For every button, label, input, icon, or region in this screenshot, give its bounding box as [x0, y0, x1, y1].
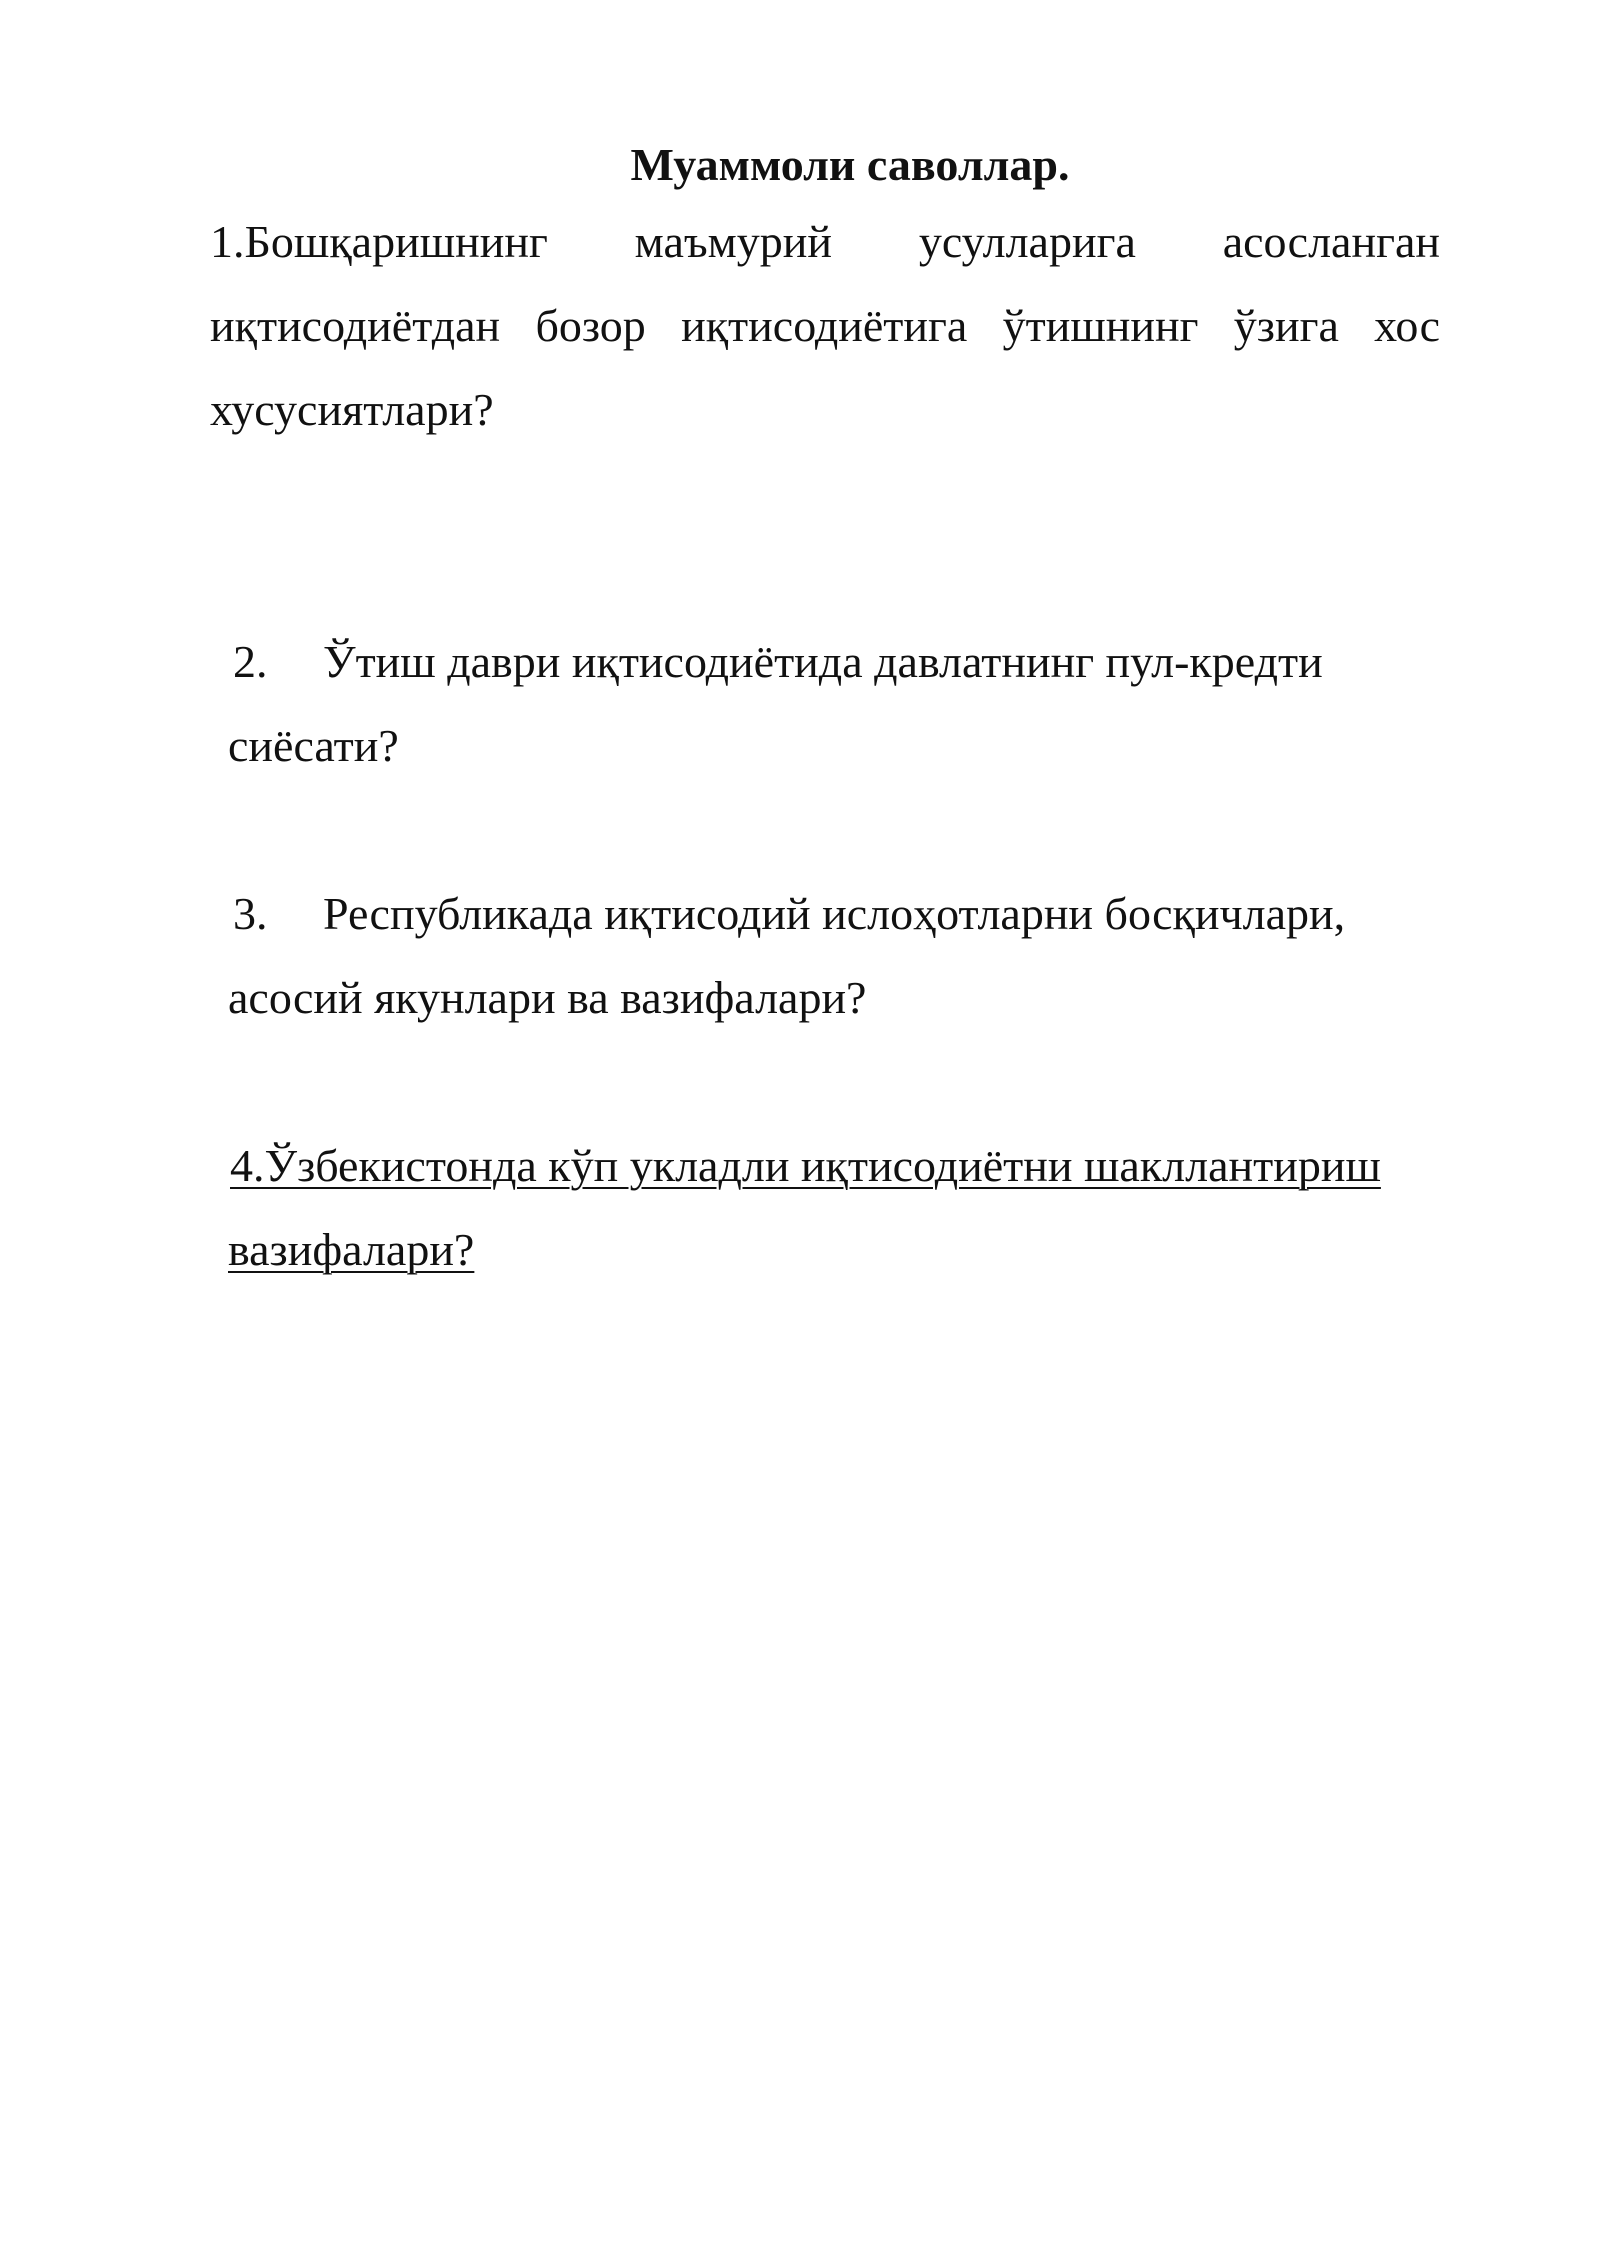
question-1-line-3: хусусиятлари? [210, 384, 494, 435]
page-title: Муаммоли саволлар. [630, 139, 1070, 190]
question-3-line-1: Республикада иқтисодий ислоҳотларни босқичлари, [323, 888, 1346, 939]
question-2-number: 2. [233, 636, 268, 687]
question-4 [230, 1124, 1470, 1292]
question-3-line-2: асосий якунлари ва вазифалари? [228, 972, 867, 1023]
question-1-line-2: иқтисодиётдан бозор иқтисодиётига ўтишнинг ўзига хос [210, 300, 1440, 351]
question-1 [210, 200, 1440, 452]
question-1-line-1: 1.Бошқаришнинг маъмурий усулларига асосланган [210, 216, 1440, 267]
question-4-line-2: вазифалари? [228, 1224, 475, 1275]
question-3 [228, 872, 1408, 1040]
question-3-number: 3. [233, 888, 268, 939]
question-4-line-1: 4.Ўзбекистонда кўп укладли иқтисодиётни шакллантириш [230, 1140, 1381, 1191]
question-2-line-2: сиёсати? [228, 720, 399, 771]
question-2-line-1: Ўтиш даври иқтисодиётида давлатнинг пул-кредти [323, 636, 1323, 687]
question-2 [228, 620, 1408, 788]
